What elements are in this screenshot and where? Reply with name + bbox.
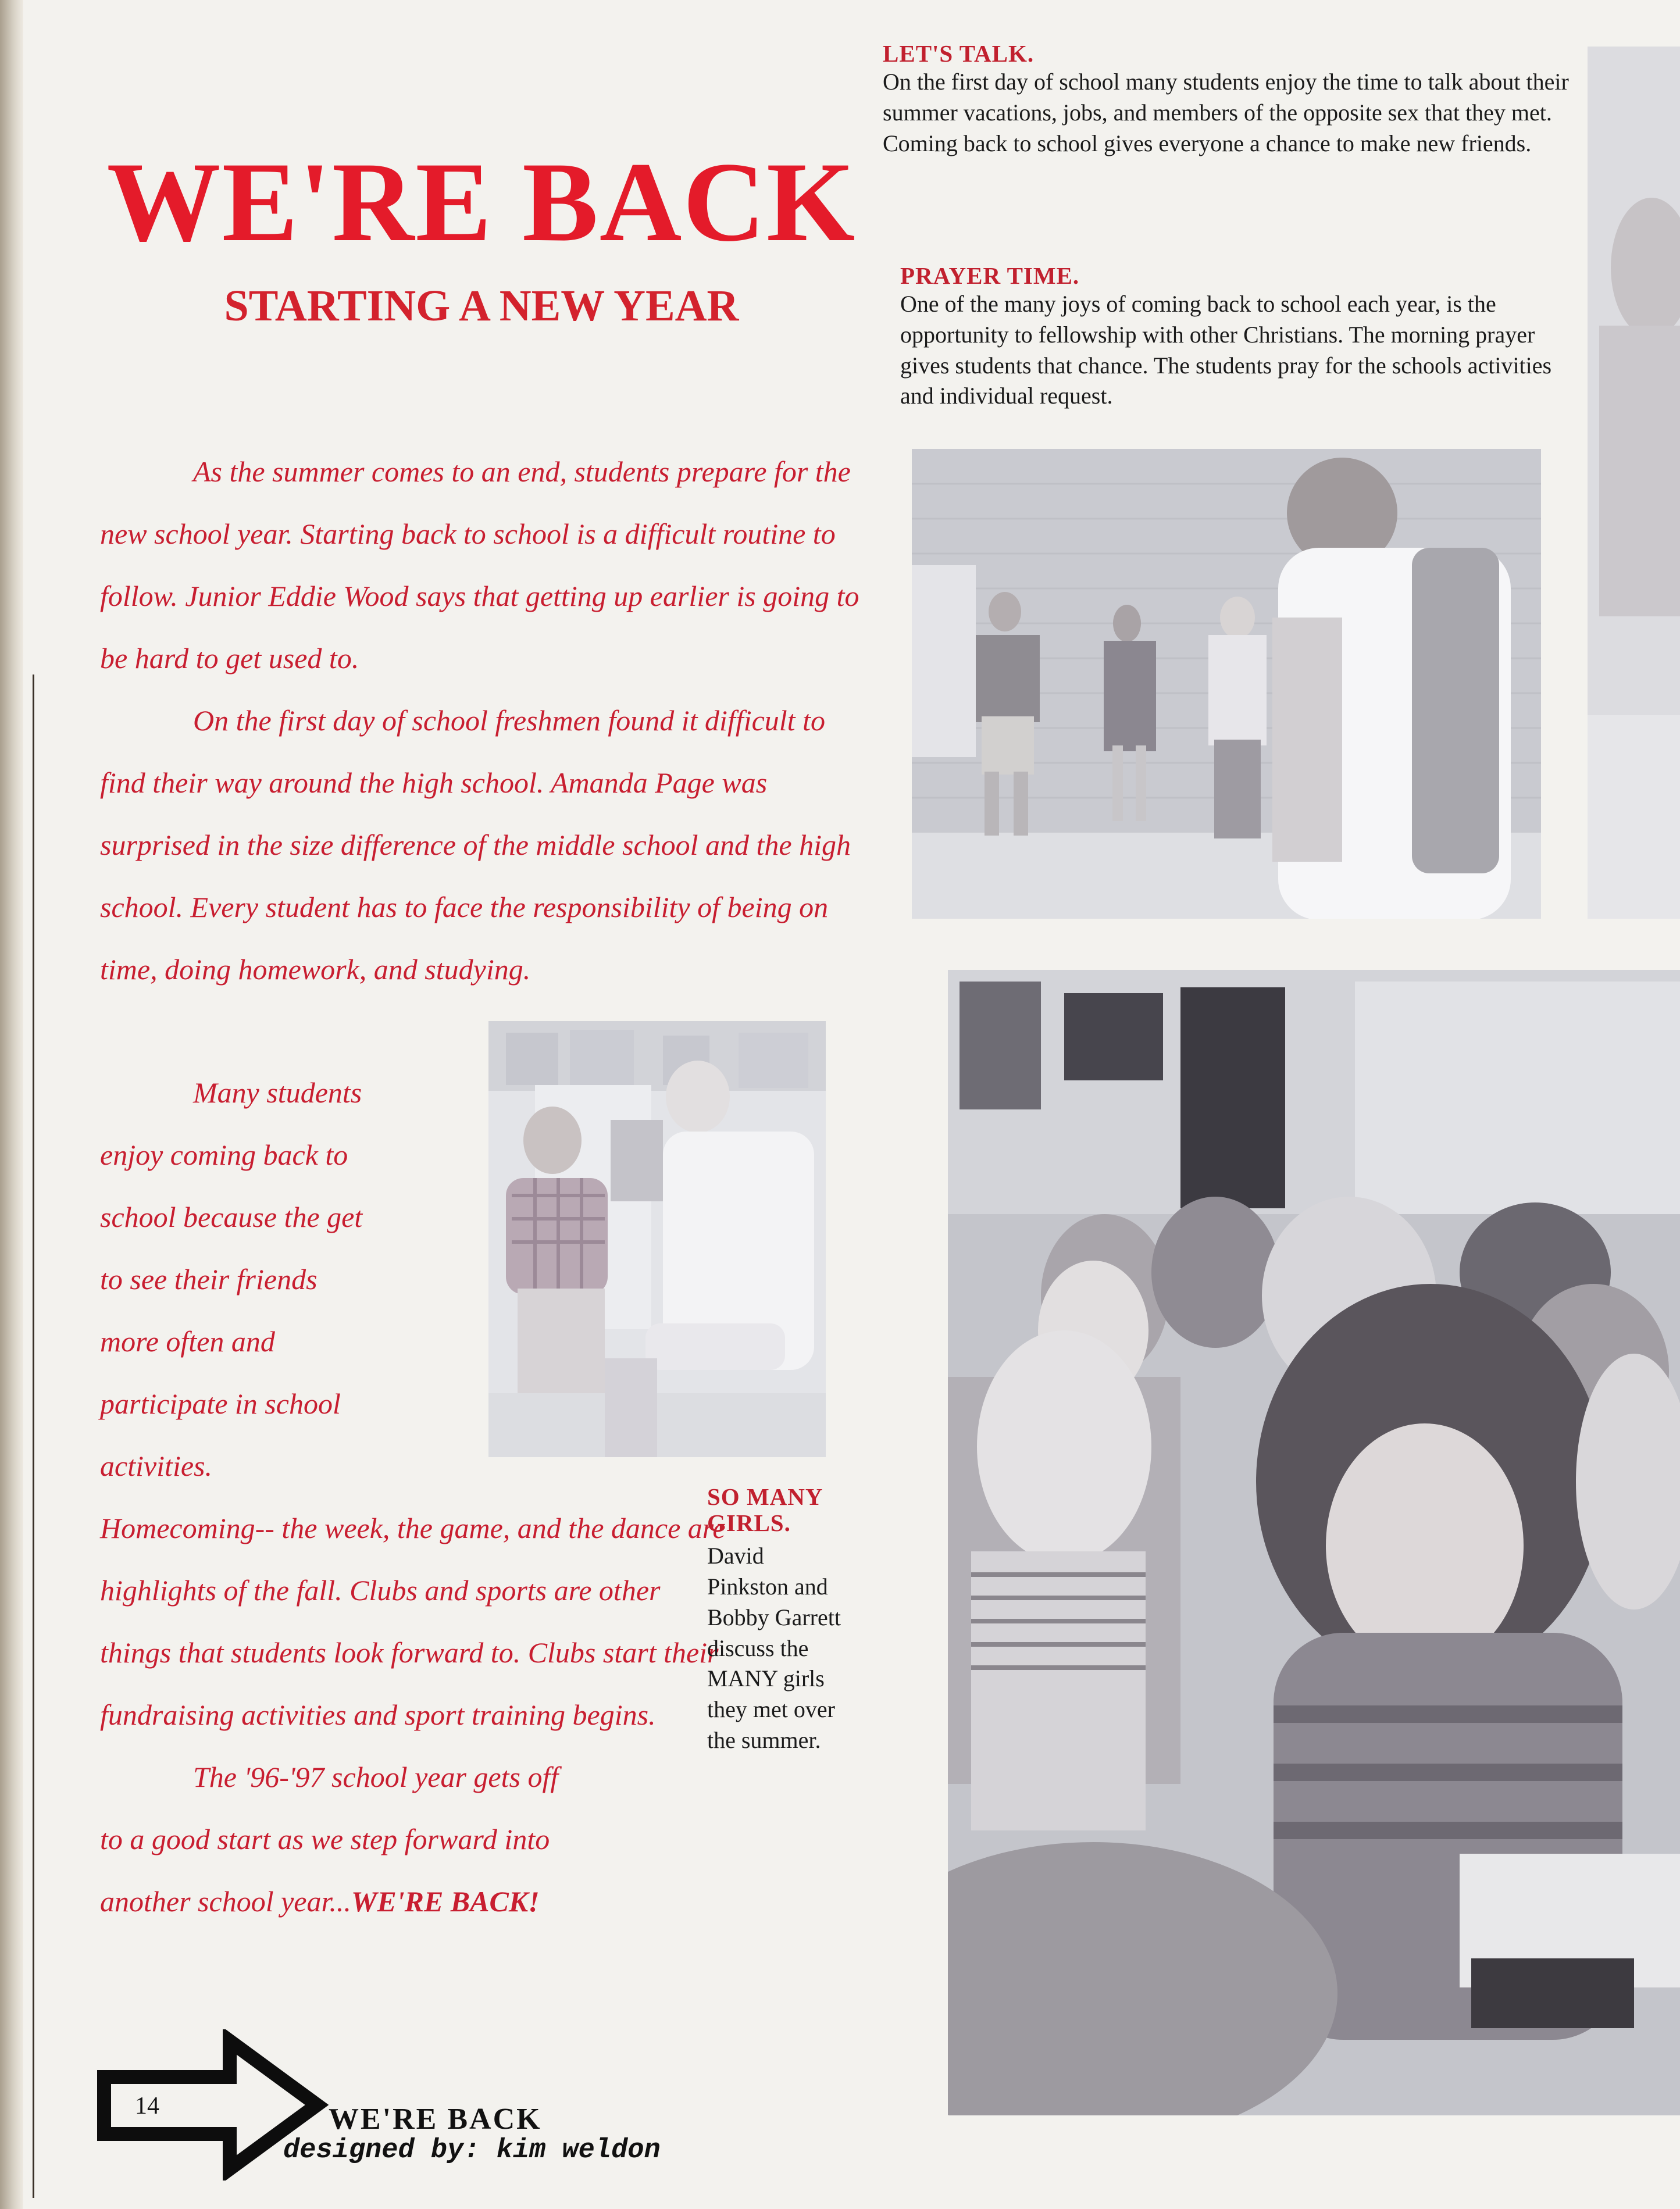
closing-emphasis: WE'RE BACK! — [351, 1885, 540, 1918]
page-title: WE'RE BACK — [106, 139, 857, 265]
article-paragraph-3: Many students enjoy coming back to school because the get to see their friends more often and participate in school activities. Homecoming-- the week, the game, and the dance are highlights of the fall. Clubs and sports are other things that students look forward to. Clubs start their fundraising activities and sport training begins. — [100, 1076, 726, 1731]
caption-heading: SO MANY GIRLS. — [707, 1483, 822, 1537]
article-paragraph-4-text: The '96-'97 school year gets off to a good start as we step forward into another school year... — [100, 1761, 559, 1918]
photo-two-boys-image — [488, 1021, 826, 1457]
article-text — [100, 441, 868, 1001]
photo-two-boys — [488, 1021, 826, 1457]
article-paragraph-2: On the first day of school freshmen found it difficult to find their way around the high school. Amanda Page was surprised in the size difference of the middle school and the high school. Every student has to face the responsibility of being on time, doing homework, and studying. — [100, 704, 851, 986]
caption-heading: PRAYER TIME. — [900, 262, 1080, 289]
footer-section-title: WE'RE BACK — [329, 2103, 542, 2136]
photo-prayer-time — [912, 449, 1541, 919]
photo-classroom — [948, 970, 1680, 2115]
page-number: 14 — [135, 2093, 159, 2119]
photo-edge-partial — [1588, 47, 1680, 919]
photo-edge-partial-image — [1588, 47, 1680, 919]
caption-so-many-girls — [707, 1484, 841, 1756]
footer-designer-credit: designed by: kim weldon — [283, 2135, 661, 2166]
photo-prayer-time-image — [912, 449, 1541, 919]
article-paragraph-1: As the summer comes to an end, students prepare for the new school year. Starting back to school is a difficult routine to follow. Junior Eddie Wood says that getting up earlier is going to be hard to get used to. — [100, 455, 859, 675]
caption-text: One of the many joys of coming back to school each year, is the opportunity to fellowship with other Christians. The morning prayer gives students that chance. The students pray for the schools activities and individual request. — [900, 291, 1552, 409]
page-subtitle: STARTING A NEW YEAR — [224, 281, 739, 330]
photo-classroom-image — [948, 970, 1680, 2115]
page-edge-line — [33, 675, 34, 2198]
caption-prayer-time — [900, 263, 1581, 412]
caption-text: David Pinkston and Bobby Garrett discuss the MANY girls they met over the summer. — [707, 1543, 841, 1753]
yearbook-page — [23, 0, 1680, 2209]
caption-lets-talk — [883, 41, 1592, 159]
page-binding — [0, 0, 23, 2209]
article-paragraph-4 — [100, 1746, 577, 1933]
caption-text: On the first day of school many students enjoy the time to talk about their summer vacations, jobs, and members of the opposite sex that they met. Coming back to school gives everyone a chance to make new friends. — [883, 69, 1569, 156]
caption-heading: LET'S TALK. — [883, 40, 1035, 67]
